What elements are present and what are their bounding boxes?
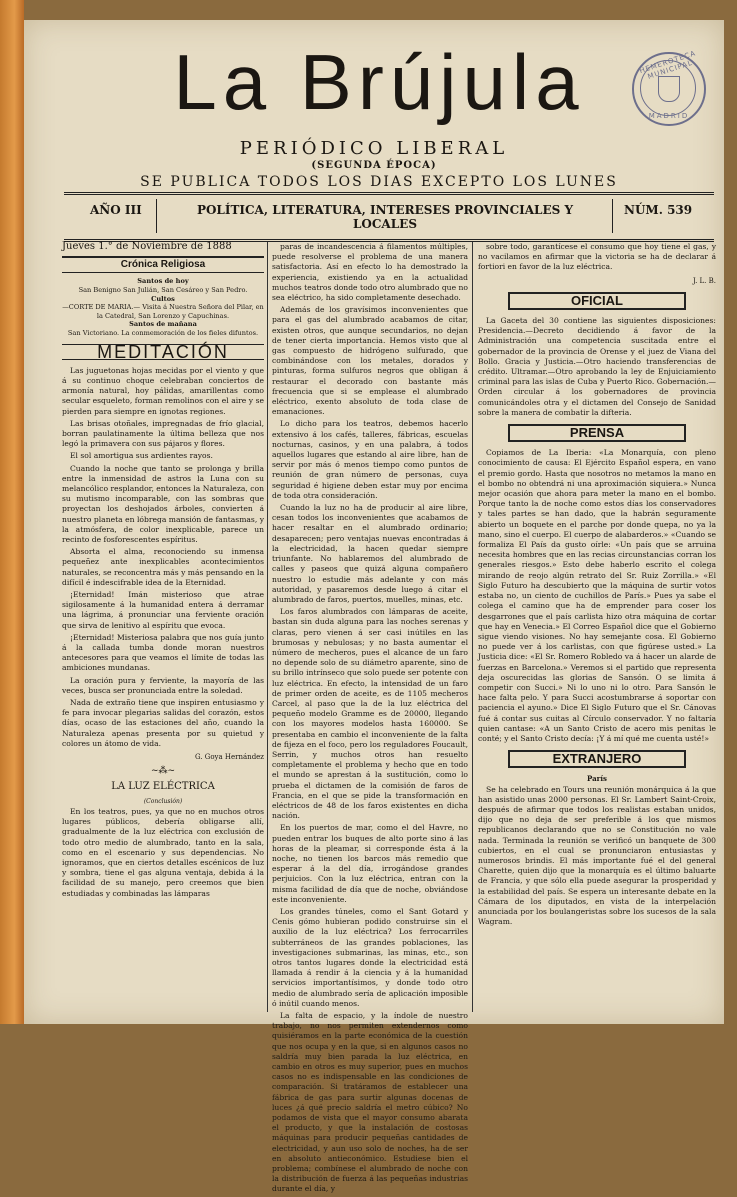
newspaper-page	[24, 20, 724, 1194]
paragraph: La oración pura y ferviente, la mayoría de las veces, busca ser pronunciada entre la soledad.	[62, 675, 264, 695]
paragraph: Cuando la noche que tanto se prolonga y brilla entre la inmensidad de astros la Luna con su melancólico resplandor, entonces la Naturaleza, con su mutismo incomparable, con las sombras que proyectan los deshojados árboles, convierten á nuestro planeta en lóbrega mansión de fantasmas, y la atmósfera, de color inexplicable, parece un recinto de fosforescentes espíritus.	[62, 463, 264, 545]
library-stamp	[632, 49, 706, 126]
prensa-heading: PRENSA	[508, 424, 686, 442]
paragraph: En los teatros, pues, ya que no en muchos otros lugares públicos, debería obligarse allí, gradualmente de la luz eléctrica con exclusión de todo otro medio de alumbrado, tanto en la sala, como en el escenario y sus dependencias. No ignoramos, que en ciertos detalles escénicos de luz y sombra, tiene el gas alguna ventaja, debida á la facilidad de su manejo, pero creemos que bien estudiadas y combinadas las lámparas	[62, 806, 264, 898]
tagline: POLÍTICA, LITERATURA, INTERESES PROVINCIALES Y LOCALES	[196, 203, 574, 231]
masthead-publica: SE PUBLICA TODOS LOS DIAS EXCEPTO LOS LUNES	[140, 174, 618, 190]
luz-label: (Conclusión)	[143, 797, 183, 805]
masthead-title: La Brújula	[173, 38, 585, 126]
luz-heading: LA LUZ ELÉCTRICA	[111, 781, 215, 793]
bar-separator	[612, 199, 613, 233]
signature: G. Goya Hernández	[194, 753, 264, 762]
santos-manana: San Victoriano. La conmemoración de los fieles difuntos.	[67, 328, 259, 337]
bar-separator	[156, 199, 157, 233]
paragraph: Absorta el alma, reconociendo su inmensa pequeñez ante inexplicables acontecimientos naturales, se reconcentra más y más pensando en la difícil é indescifrable idea de la Eternidad.	[62, 547, 265, 587]
column-2	[272, 242, 468, 1197]
info-bar	[64, 192, 714, 242]
paragraph: Las brisas otoñales, impregnadas de frío glacial, borran paulatinamente la última belleza que nos legó la primavera con sus pájaros y flores.	[62, 418, 264, 449]
paragraph: Copiamos de La Iberia: «La Monarquía, con pleno conocimiento de causa: El Ejército Español espera, en vano el premio gordo. Hasta que nosotros no metamos la mano en el bombo no obtendrá ni una aproximación siquiera.» Nunca mejor ocasión que ahora para meter la mano en el bombo. Porque tanto la de noche como estos días los conservadores y tales partes se han dado, que la habrán seguramente abierto un boquete en el parche por donde quepa, no ya la mano, sino el cuerpo. El cuerpo de alabarderos.» «Cuando se formaliza El País da gusto oírle: «Un país que se arruina necesita hombres que en las recias circunstancias corran los generales riesgos.» Esto debe haberlo escrito el colega mirando de reojo algún retrato del Sr. Ruiz Zorrilla.» «El Siglo Futuro ha descubierto que la máquina de surtir votos estaba no, un ciento de cuchillos de París.» Pues ya sabe el colega el camino que ha de emprender para coser los desgarrones que el país carlista hizo otra máquina de cortar que hay en Venecia.» El Correo Español dice que el Gobierno sigue viendo visiones. No hay semejante cosa. El Gobierno no puede ver á los carlistas, con que figúrese usted.» La Justicia dice: «El Sr. Romero Robledo va á hacer un alarde de fuerzas en Barcelona.» Veremos si el partido que representa deja oscurecidas las glorias de Sansón. O se limita á competir con Succi.» Ni lo uno ni lo otro. Para Sansón le hace falta pelo. Y para Succi acostumbrarse á soportar con paciencia el ayuno.» Dice El Siglo Futuro que el Sr. Cánovas fué á contar sus cuitas al Círculo conservador. Y no faltaría quien cantase: «A un Santo Cristo de acero mis penitas le conté; y el Santo Cristo decía: ¡Y á mí qué me cuenta usté!»	[478, 448, 716, 743]
column-1	[62, 242, 264, 901]
paragraph: ¡Eternidad! Imán misterioso que atrae sigilosamente á la humanidad entera á derramar una lágrima, á pronunciar una ferviente oración que sirva de lenitivo al espíritu que evoca.	[62, 590, 264, 630]
cronica-heading: Crónica Religiosa	[62, 256, 264, 273]
paris-heading: París	[587, 774, 607, 784]
stamp-top-text: HEMEROTECA MUNICIPAL	[638, 49, 698, 81]
paragraph: Las juguetonas hojas mecidas por el viento y que á su continuo choque celebraban conciertos de armonía natural, hoy pálidas, amarillentas como secular esqueleto, forman remolinos con el aire y se pierden para siempre en ignotas regiones.	[62, 365, 264, 416]
paragraph: La falta de espacio, y la índole de nuestro trabajo, no nos permiten extendernos como quisiéramos en la parte económica de la cuestión que nos ocupa y en la que, si en algunos casos no saldría muy bien parada la luz eléctrica, en cambio en otros es muy superior, pues en muchos casos no es indispensable en las condiciones de comparación. Si tratáramos de establecer una fábrica de gas para surtir algunas docenas de luces ¿á qué precio saldría el metro cúbico? No podamos de vista que el mayor consumo abarata el producto, y que la instalación de costosas máquinas para producir pequeñas cantidades de electricidad, y aun uso solo de noches, ha de ser en absoluto antieconómico. Estudiese bien el problema; combínese el alumbrado de noche con la distribución de fuerza á las pequeñas industrias durante el día, y	[272, 1011, 468, 1194]
santos-hoy-heading: Santos de hoy	[137, 277, 189, 286]
paragraph: Los faros alumbrados con lámparas de aceite, bastan sin duda alguna para las noches serenas y claras, pero vienen á ser casi inútiles en las brumosas y nebulosas; y no basta aumentar el número de mecheros, pues el alcance de un faro no depende solo de su diámetro aparente, sino de su brillo intrínseco que solo puede ser potente con luz eléctrica. En efecto, la intensidad de un faro de primer orden de aceite, es de 1105 mecheros Carcel, al paso que la de la luz eléctrica del pequeño modelo Gramme es de 20000, llegando con los mayores modelos hasta 160000. Se presentaba en cambio el inconveniente de la falta de fijeza en el foco, pero los reguladores Foucault, Serrin, y muchos otros han resuelto completamente el problema y hecho que en todo el mundo se aprestan á la sustitución, como lo prueba el dictamen de la comisión de faros de Francia, en el que se pide la transformación en eléctricos de 48 de los faros existentes en dicha nación.	[272, 607, 468, 821]
issue-number: NÚM. 539	[624, 203, 693, 217]
signature: J. L. B.	[692, 276, 716, 285]
oficial-heading: OFICIAL	[508, 292, 686, 310]
paragraph: ¡Eternidad! Misteriosa palabra que nos guía junto á la callada tumba donde moran nuestros antecesores para que veamos el límite de todas las ambiciones mundanas.	[62, 632, 264, 673]
paragraph: Se ha celebrado en Tours una reunión monárquica á la que han asistido unas 2000 personas. El Sr. Lambert Saint-Croix, después de afirmar que todos los realistas estaban unidos, dijo que no deja de ser preferible á los que mismos republicanos declarando que no se Constitución no vale nada. Terminada la reunión se verificó un banquete de 300 cubiertos, en el cual se pronunciaron entusiastas y numerosos brindis. El más importante fué el del general Charette, quien dijo que la monarquía es el último baluarte de Francia, y que sólo ella puede asegurar la prosperidad y la estabilidad del país. Se espera un interesante debate en la Cámara de los diputados, en vista de la interpelación anunciada por los boulangeristas sobre los sucesos de la sala Wagram.	[478, 784, 716, 927]
santos-manana-heading: Santos de mañana	[129, 320, 197, 329]
meditacion-heading: MEDITACIÓN	[62, 344, 264, 360]
column-3	[478, 242, 716, 929]
column-rule	[267, 242, 268, 1012]
paragraph: En los puertos de mar, como el del Havre, no pueden entrar los buques de alto porte sino á las horas de la pleamar, si corresponde ésta á la noche, no tienen los barcos más remedio que esperar á la del día, irrogándose grandes perjuicios. Con la luz eléctrica, entran con la misma facilidad de día que de noche, obviándose este inconveniente.	[272, 823, 468, 904]
paragraph: Cuando la luz no ha de producir al aire libre, cesan todos los inconvenientes que acabamos de hacer resaltar en el alumbrado ordinario; desaparecen; pero ventajas nuevas encontradas á la electricidad, la hacen quedar siempre triunfante. No hablaremos del alumbrado de calles y paseos que quizá alguna compañero nuestro lo estudie más adelante y con más autoridad, y pasaremos desde luego á citar el alumbrado de faros, puertos, muelles, minas, etc.	[272, 503, 468, 604]
paragraph: Nada de extraño tiene que inspiren entusiasmo y fe para invocar plegarias salidas del corazón, estos días, ocaso de las estaciones del año, cuando la Naturaleza apenas presenta por su quietud y colores un átomo de vida.	[62, 698, 264, 748]
issue-date: Jueves 1.° de Noviembre de 1888	[62, 241, 232, 252]
masthead-epoca: (SEGUNDA ÉPOCA)	[311, 160, 437, 171]
masthead-subtitle: PERIÓDICO LIBERAL	[239, 138, 509, 159]
book-binding	[0, 0, 24, 1024]
paragraph: Los grandes túneles, como el Sant Gotard y Cenis gómo hubieran podido construirse sin el auxilio de la luz eléctrica? Los ferrocarriles subterráneos de las grandes poblaciones, las investigaciones submarinas, las minas, etc., son otros tantos lugares donde la electricidad está llamada á rendir á la ciencia y á la humanidad servicios importantísimos, y donde todo otro medio de alumbrado sería de aplicación imposible ó inútil cuando menos.	[272, 907, 468, 1008]
stamp-bottom-text: MADRID	[648, 112, 690, 120]
cultos-heading: Cultos	[151, 294, 175, 303]
paragraph: Lo dicho para los teatros, debemos hacerlo extensivo á los cafés, talleres, fábricas, escuelas nocturnas, casinos, y en una palabra, á todos aquellos lugares que estando al aire libre, han de servir por más ó menos tiempo como puntos de reunión de gran número de personas, cuya seguridad é higiene deben estar muy por encima de toda otra consideración.	[272, 419, 468, 500]
year-label: AÑO III	[90, 203, 142, 217]
crest-icon	[658, 76, 680, 102]
santos-hoy: San Benigno San Julián, San Cesáreo y San Pedro.	[78, 286, 248, 294]
paragraph: sobre todo, garantícese el consumo que hoy tiene el gas, y no vacilamos en afirmar que la victoria se ha de declarar á fortiori en favor de la luz eléctrica.	[478, 242, 716, 272]
column-rule	[472, 242, 473, 1012]
ornament-divider: ~⁂~	[150, 766, 176, 777]
paragraph: El sol amortigua sus ardientes rayos.	[70, 451, 213, 461]
paragraph: La Gaceta del 30 contiene las siguientes disposiciones: Presidencia.—Decreto decidiendo á favor de la Administración una competencia suscitada entre el gobernador de la provincia de Orense y el juez de Viana del Bollo. Gracia y Justicia.—Otro haciendo transferencias de crédito. Ultramar.—Otro aprobando la ley de Enjuiciamiento criminal para las islas de Cuba y Puerto Rico. Gobernación.—Orden circular á los gobernadores de provincia comunicándoles otra y el dictamen del Consejo de Sanidad sobre la manera de combatir la difteria.	[478, 316, 716, 417]
cultos: —CORTE DE MARIA.— Visita á Nuestra Señora del Pilar, en la Catedral, San Lorenzo y Capuchinas.	[62, 303, 264, 320]
extranjero-heading: EXTRANJERO	[508, 750, 686, 768]
paragraph: Además de los gravísimos inconvenientes que para el gas del alumbrado acabamos de citar, existen otros, que aunque secundarios, no dejan de tener cierta importancia. Hemos visto que al gas compuesto de hidrógeno sulfurado, que combinándose con los metales, dorados y pinturas, forma sulfuros negros que obligan á restaurar el decorado con bastante más frecuencia que si se emplease el alumbrado eléctrico, exento absoluto de toda clase de emanaciones.	[272, 305, 468, 417]
paragraph: paras de incandescencia á filamentos múltiples, puede resolverse el problema de una manera satisfactoria. Así en efecto lo ha demostrado la experiencia, existiendo ya en la actualidad muchos teatros donde todo otro alumbrado que no sea eléctrico, ha sido completamente desechado.	[272, 242, 468, 303]
